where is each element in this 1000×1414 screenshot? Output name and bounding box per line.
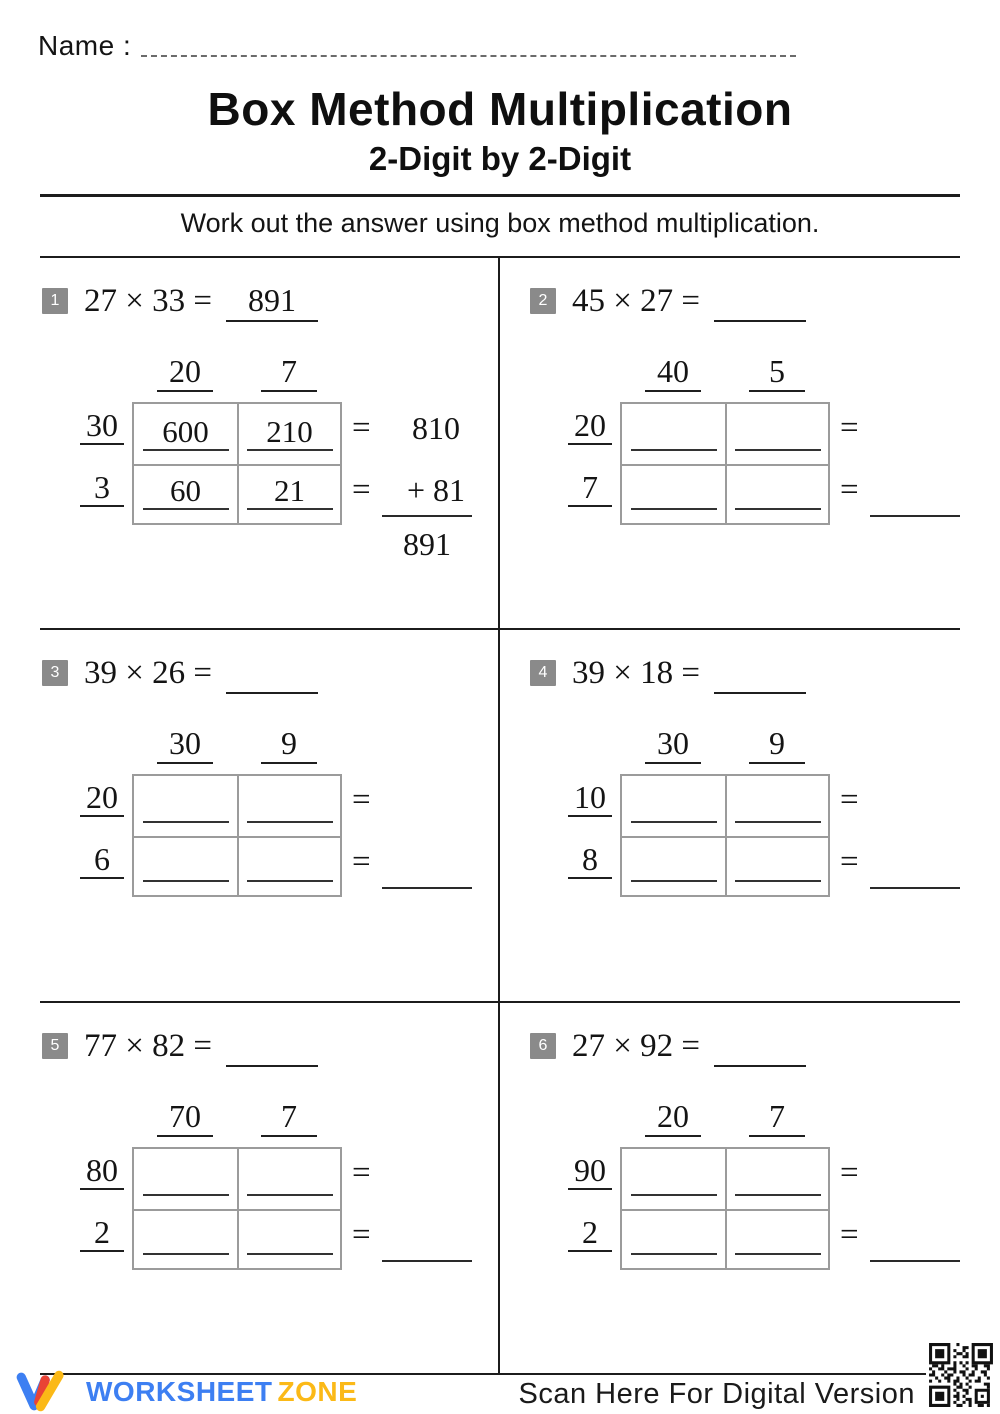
row-label-1: 90 [568, 1152, 612, 1190]
header-divider [40, 194, 960, 197]
box-cell [622, 464, 725, 524]
equals-sign-row2: = [840, 844, 859, 880]
column-label-2: 9 [749, 724, 805, 764]
box-cell-blank [631, 1162, 717, 1196]
equals-sign-row1: = [352, 410, 371, 446]
expression-text: 77 × 82 = [84, 1028, 212, 1064]
row-label-2: 2 [568, 1214, 612, 1252]
row-label-2: 2 [80, 1214, 124, 1252]
equals-sign-row1: = [352, 782, 371, 818]
multiplication-box [132, 774, 342, 897]
box-cell-blank [143, 789, 229, 823]
problem-number-badge: 5 [42, 1033, 68, 1059]
column-label-1: 20 [157, 352, 213, 392]
equals-sign-row1: = [840, 1155, 859, 1191]
problem-number-badge: 1 [42, 288, 68, 314]
box-cell [134, 1149, 237, 1209]
problem-inner [528, 1003, 960, 1373]
expression-row [84, 1021, 318, 1067]
expression-text: 27 × 33 = [84, 283, 212, 319]
row2-partial-product: + 81 [406, 472, 466, 508]
box-cell-blank [735, 417, 821, 451]
final-answer-line [382, 1260, 472, 1262]
box-cell-blank [631, 789, 717, 823]
box-cell [134, 464, 237, 524]
box-cell [622, 776, 725, 836]
worksheetzone-logo-icon [12, 1368, 82, 1414]
box-cell [725, 464, 828, 524]
column-label-2: 5 [749, 352, 805, 392]
box-cell-blank [735, 789, 821, 823]
box-cell [134, 776, 237, 836]
problem-card [500, 258, 960, 630]
problem-inner [528, 630, 960, 1001]
equals-sign-row2: = [352, 472, 371, 508]
final-answer-line [870, 1260, 960, 1262]
column-label-1: 30 [157, 724, 213, 764]
box-cell [622, 1209, 725, 1269]
problem-card [500, 1003, 960, 1373]
box-cell-blank [247, 1221, 333, 1255]
expression-row [84, 276, 318, 322]
expression-text: 39 × 26 = [84, 655, 212, 691]
row-label-2: 7 [568, 469, 612, 507]
multiplication-box [620, 402, 830, 525]
multiplication-box [620, 1147, 830, 1270]
answer-blank [714, 692, 806, 694]
row-label-2: 3 [80, 469, 124, 507]
equals-sign-row1: = [840, 410, 859, 446]
expression-row [84, 648, 318, 694]
box-cell [134, 404, 237, 464]
box-cell-blank [631, 848, 717, 882]
box-cell [725, 1209, 828, 1269]
final-answer-line [382, 887, 472, 889]
row-label-1: 10 [568, 779, 612, 817]
answer-blank [714, 320, 806, 322]
scan-here-text: Scan Here For Digital Version [518, 1378, 915, 1410]
column-label-2: 7 [749, 1097, 805, 1137]
expression-row [572, 276, 806, 322]
expression-text: 27 × 92 = [572, 1028, 700, 1064]
equals-sign-row1: = [840, 782, 859, 818]
equals-sign-row1: = [352, 1155, 371, 1191]
row-label-1: 30 [80, 407, 124, 445]
problem-number-badge: 6 [530, 1033, 556, 1059]
column-label-1: 20 [645, 1097, 701, 1137]
box-cell [237, 464, 340, 524]
final-answer-line [870, 887, 960, 889]
equals-sign-row2: = [840, 472, 859, 508]
final-answer-value: 891 [403, 526, 451, 562]
problem-card [40, 630, 500, 1003]
brand-zone: ZONE [277, 1376, 358, 1407]
box-cell [725, 836, 828, 896]
equals-sign-row2: = [352, 844, 371, 880]
multiplication-box [132, 1147, 342, 1270]
equals-sign-row2: = [352, 1217, 371, 1253]
row1-partial-product: 810 [412, 410, 460, 446]
column-label-2: 9 [261, 724, 317, 764]
box-cell-blank [631, 1221, 717, 1255]
box-cell-blank [735, 1221, 821, 1255]
box-cell [725, 776, 828, 836]
problem-card [40, 258, 500, 630]
qr-code [926, 1340, 996, 1410]
box-cell [134, 836, 237, 896]
box-cell [622, 836, 725, 896]
box-cell-blank [247, 848, 333, 882]
final-answer-line [382, 515, 472, 517]
box-cell-blank [143, 848, 229, 882]
page-subtitle: 2-Digit by 2-Digit [368, 140, 632, 177]
column-label-2: 7 [261, 352, 317, 392]
column-label-1: 70 [157, 1097, 213, 1137]
problem-inner [40, 630, 498, 1001]
instruction-text: Work out the answer using box method multiplication. [180, 208, 820, 238]
box-cell [622, 1149, 725, 1209]
row-label-2: 8 [568, 841, 612, 879]
final-answer-line [870, 515, 960, 517]
answer-blank [226, 692, 318, 694]
name-blank-line [141, 55, 796, 57]
box-cell-blank [143, 1162, 229, 1196]
column-label-2: 7 [261, 1097, 317, 1137]
box-cell [237, 836, 340, 896]
problem-inner [528, 258, 960, 628]
box-cell [134, 1209, 237, 1269]
box-cell-blank [247, 1162, 333, 1196]
box-cell-blank [247, 789, 333, 823]
box-cell-blank [735, 476, 821, 510]
box-cell [237, 1209, 340, 1269]
box-cell-blank [735, 848, 821, 882]
box-cell-blank [143, 1221, 229, 1255]
answer-blank: 891 [226, 280, 318, 322]
equals-sign-row2: = [840, 1217, 859, 1253]
problem-inner [40, 1003, 498, 1373]
box-cell [237, 776, 340, 836]
problem-card [40, 1003, 500, 1373]
expression-text: 45 × 27 = [572, 283, 700, 319]
multiplication-box [620, 774, 830, 897]
box-cell [725, 1149, 828, 1209]
box-cell-blank: 600 [143, 415, 229, 451]
multiplication-box [132, 402, 342, 525]
box-cell-blank [631, 476, 717, 510]
box-cell-blank: 21 [247, 474, 333, 510]
name-label: Name : [38, 30, 132, 61]
problem-card [500, 630, 960, 1003]
box-cell-blank [631, 417, 717, 451]
problem-number-badge: 3 [42, 660, 68, 686]
problem-number-badge: 2 [530, 288, 556, 314]
answer-blank [714, 1065, 806, 1067]
row-label-1: 80 [80, 1152, 124, 1190]
column-label-1: 40 [645, 352, 701, 392]
box-cell [725, 404, 828, 464]
row-label-2: 6 [80, 841, 124, 879]
row-label-1: 20 [80, 779, 124, 817]
box-cell-blank: 210 [247, 415, 333, 451]
box-cell [237, 404, 340, 464]
brand-worksheet: WORKSHEET [86, 1376, 273, 1407]
answer-blank [226, 1065, 318, 1067]
worksheetzone-wordmark [86, 1376, 357, 1408]
column-label-1: 30 [645, 724, 701, 764]
problems-grid [40, 256, 960, 1375]
expression-text: 39 × 18 = [572, 655, 700, 691]
box-cell-blank: 60 [143, 474, 229, 510]
problem-number-badge: 4 [530, 660, 556, 686]
page-title: Box Method Multiplication [207, 83, 793, 135]
expression-row [572, 1021, 806, 1067]
box-cell [622, 404, 725, 464]
box-cell-blank [735, 1162, 821, 1196]
name-row [38, 30, 796, 62]
row-label-1: 20 [568, 407, 612, 445]
box-cell [237, 1149, 340, 1209]
expression-row [572, 648, 806, 694]
problem-inner [40, 258, 498, 628]
